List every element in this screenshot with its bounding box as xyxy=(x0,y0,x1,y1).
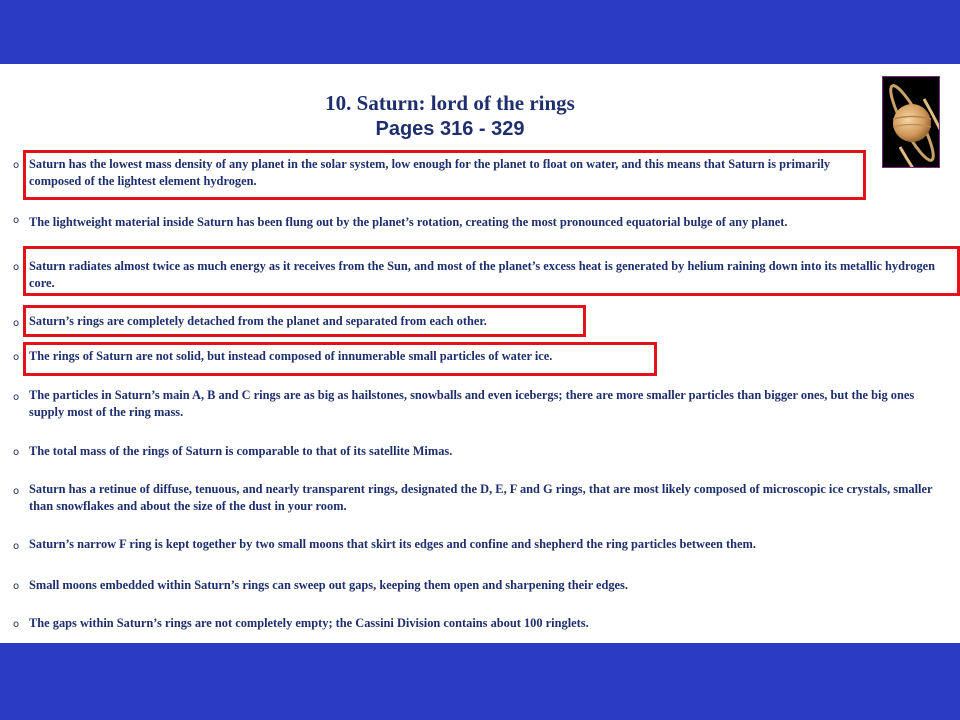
bullet-text: Saturn has the lowest mass density of any planet in the solar system, low enough for the planet to float on water, and this means that Saturn is primarily composed of the lightest element hydrogen. xyxy=(29,157,831,188)
highlight-box xyxy=(23,342,657,376)
bullet-marker: o xyxy=(13,160,20,171)
highlight-box xyxy=(23,305,586,337)
bullet-marker: o xyxy=(13,262,20,273)
bottom-band xyxy=(0,643,960,720)
slide-content xyxy=(0,64,960,643)
slide-title: 10. Saturn: lord of the rings xyxy=(325,91,575,115)
bullet-marker: o xyxy=(13,486,20,497)
bullet-text: The rings of Saturn are not solid, but instead composed of innumerable small particles of water ice. xyxy=(29,349,553,363)
bullet-text: The total mass of the rings of Saturn is comparable to that of its satellite Mimas. xyxy=(29,444,453,458)
bullet-marker: o xyxy=(13,619,20,630)
bullet-marker: o xyxy=(13,215,20,226)
bullet-text: Saturn’s narrow F ring is kept together by two small moons that skirt its edges and confine and shepherd the ring particles between them. xyxy=(29,537,756,551)
top-band xyxy=(0,0,960,64)
bullet-text: Saturn has a retinue of diffuse, tenuous, and nearly transparent rings, designated the D, E, F and G rings, that are most likely composed of microscopic ice crystals, smaller than snowflakes and about the size of the dust in your room. xyxy=(29,482,933,513)
bullet-marker: o xyxy=(13,352,20,363)
bullet-marker: o xyxy=(13,318,20,329)
bullet-text: The gaps within Saturn’s rings are not completely empty; the Cassini Division contains about 100 ringlets. xyxy=(29,616,589,630)
bullet-text: The particles in Saturn’s main A, B and C rings are as big as hailstones, snowballs and even icebergs; there are more smaller particles than bigger ones, but the big ones supply most of the ring mass. xyxy=(29,388,915,419)
slide-subtitle: Pages 316 - 329 xyxy=(375,118,525,140)
highlight-box xyxy=(23,246,960,296)
bullet-marker: o xyxy=(13,541,20,552)
bullet-text: Small moons embedded within Saturn’s rings can sweep out gaps, keeping them open and sharpening their edges. xyxy=(29,578,628,592)
highlight-box xyxy=(23,150,866,200)
bullet-text: Saturn radiates almost twice as much energy as it receives from the Sun, and most of the planet’s excess heat is generated by helium raining down into its metallic hydrogen core. xyxy=(29,259,936,290)
bullet-marker: o xyxy=(13,581,20,592)
saturn-image xyxy=(882,76,940,168)
bullet-text: Saturn’s rings are completely detached from the planet and separated from each other. xyxy=(29,314,487,328)
bullet-marker: o xyxy=(13,447,20,458)
bullet-marker: o xyxy=(13,392,20,403)
bullet-text: The lightweight material inside Saturn has been flung out by the planet’s rotation, creating the most pronounced equatorial bulge of any planet. xyxy=(29,215,788,229)
